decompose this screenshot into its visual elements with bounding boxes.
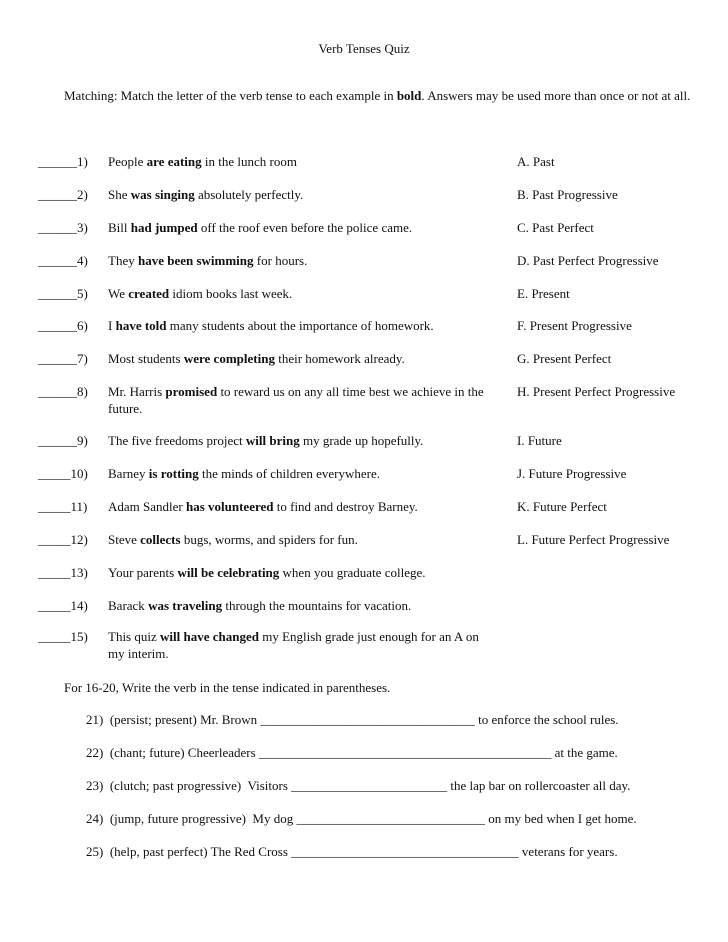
tense-option: C. Past Perfect — [517, 220, 594, 235]
tense-option: K. Future Perfect — [517, 499, 607, 514]
bold-verb: have been swimming — [137, 253, 254, 268]
tense-option: I. Future — [517, 433, 562, 448]
bold-verb: are eating — [146, 154, 202, 169]
sentence-end: off the roof even before the police came. — [197, 220, 413, 235]
sentence-end: bugs, worms, and spiders for fun. — [180, 532, 358, 547]
sentence-start: Mr. Harris — [108, 384, 166, 399]
bold-verb: will be celebrating — [177, 565, 280, 580]
tense-option: J. Future Progressive — [517, 466, 627, 481]
tense-option: L. Future Perfect Progressive — [517, 532, 670, 547]
answer-blank: ______3) — [38, 220, 88, 235]
answer-blank: ______7) — [38, 351, 88, 366]
fill-in-item: 23) (clutch; past progressive) Visitors ________________________ the lap bar on rollercoaster all day. — [86, 778, 631, 793]
tense-option: D. Past Perfect Progressive — [517, 253, 659, 268]
sentence-end: the minds of children everywhere. — [198, 466, 380, 481]
sentence-start: Adam Sandler — [108, 499, 186, 514]
fill-in-item: 25) (help, past perfect) The Red Cross ___________________________________ veterans for years. — [86, 844, 618, 859]
sentence-end: idiom books last week. — [169, 286, 293, 301]
answer-blank: _____10) — [38, 466, 88, 481]
fill-in-instructions: For 16-20, Write the verb in the tense indicated in parentheses. — [64, 680, 391, 695]
answer-blank: ______2) — [38, 187, 88, 202]
answer-blank: _____13) — [38, 565, 88, 580]
tense-option: A. Past — [517, 154, 555, 169]
sentence-end: their homework already. — [274, 351, 405, 366]
sentence-end: for hours. — [253, 253, 308, 268]
answer-blank: ______5) — [38, 286, 88, 301]
bold-verb: has volunteered — [185, 499, 274, 514]
sentence-start: The five freedoms project — [108, 433, 246, 448]
sentence-end: absolutely perfectly. — [194, 187, 304, 202]
sentence-start: I — [108, 318, 116, 333]
sentence-end: to reward us on any all time best we achieve in the future. — [108, 384, 484, 416]
sentence-end: my grade up hopefully. — [299, 433, 424, 448]
sentence-start: People — [108, 154, 147, 169]
sentence-end: when you graduate college. — [279, 565, 426, 580]
sentence-end: many students about the importance of homework. — [166, 318, 434, 333]
bold-verb: have told — [115, 318, 167, 333]
sentence-start: Barack — [108, 598, 149, 613]
sentence-start: She — [108, 187, 131, 202]
sentence-start: Most students — [108, 351, 184, 366]
answer-blank: ______6) — [38, 318, 88, 333]
bold-verb: is rotting — [148, 466, 199, 481]
sentence-end: through the mountains for vacation. — [222, 598, 412, 613]
answer-blank: _____14) — [38, 598, 88, 613]
sentence-start: Steve — [108, 532, 141, 547]
answer-blank: _____15) — [38, 629, 88, 644]
fill-in-item: 21) (persist; present) Mr. Brown _________________________________ to enforce the school rules. — [86, 712, 619, 727]
bold-verb: collects — [140, 532, 181, 547]
tense-option: B. Past Progressive — [517, 187, 618, 202]
answer-blank: ______1) — [38, 154, 88, 169]
answer-blank: _____12) — [38, 532, 88, 547]
fill-in-item: 22) (chant; future) Cheerleaders _____________________________________________ at the game. — [86, 745, 618, 760]
bold-verb: were completing — [183, 351, 275, 366]
answer-blank: ______4) — [38, 253, 88, 268]
bold-verb: will have changed — [160, 629, 259, 644]
sentence-end: to find and destroy Barney. — [273, 499, 418, 514]
sentence-start: Bill — [108, 220, 131, 235]
tense-option: H. Present Perfect Progressive — [517, 384, 676, 399]
instructions-prefix: Matching: Match the letter of the verb tense to each example in — [64, 88, 397, 103]
tense-option: F. Present Progressive — [517, 318, 632, 333]
quiz-title: Verb Tenses Quiz — [318, 41, 410, 56]
tense-option: G. Present Perfect — [517, 351, 612, 366]
bold-verb: was traveling — [148, 598, 223, 613]
sentence-start: They — [108, 253, 138, 268]
sentence-start: Your parents — [108, 565, 178, 580]
answer-blank: ______9) — [38, 433, 88, 448]
tense-option: E. Present — [517, 286, 570, 301]
bold-verb: had jumped — [130, 220, 198, 235]
bold-verb: created — [128, 286, 170, 301]
instructions-bold-word: bold — [396, 88, 422, 103]
bold-verb: promised — [165, 384, 218, 399]
bold-verb: will bring — [245, 433, 300, 448]
answer-blank: ______8) — [38, 384, 88, 399]
instructions-suffix: . Answers may be used more than once or not at all. — [421, 88, 691, 103]
bold-verb: was singing — [130, 187, 195, 202]
sentence-end: in the lunch room — [201, 154, 297, 169]
sentence-end: my English grade just enough for an A on my interim. — [108, 629, 479, 661]
sentence-start: This quiz — [108, 629, 160, 644]
fill-in-item: 24) (jump, future progressive) My dog _____________________________ on my bed when I get home. — [86, 811, 637, 826]
answer-blank: _____11) — [38, 499, 88, 514]
sentence-start: Barney — [108, 466, 149, 481]
sentence-start: We — [108, 286, 129, 301]
